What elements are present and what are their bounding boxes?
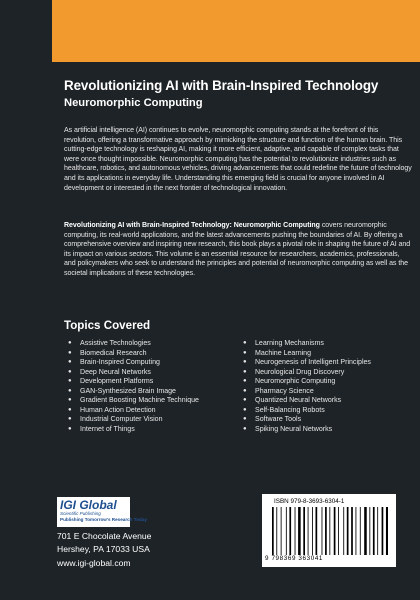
barcode-bars bbox=[270, 507, 388, 555]
bullet-icon: ● bbox=[68, 349, 72, 356]
logo-tagline-2: Publishing Tomorrow's Research Today bbox=[60, 516, 147, 522]
topic-label: Industrial Computer Vision bbox=[80, 416, 163, 424]
barcode-bar bbox=[356, 507, 357, 555]
topic-item bbox=[243, 425, 413, 435]
topic-label: Internet of Things bbox=[80, 425, 135, 433]
topic-item bbox=[68, 368, 233, 378]
bullet-icon: ● bbox=[68, 425, 72, 432]
topic-item bbox=[68, 415, 233, 425]
topic-item bbox=[243, 339, 413, 349]
topic-label: Neurogenesis of Intelligent Principles bbox=[255, 359, 371, 367]
topic-label: Human Action Detection bbox=[80, 406, 156, 414]
barcode-bar bbox=[286, 507, 287, 555]
topic-item bbox=[243, 349, 413, 359]
barcode-bar bbox=[386, 507, 388, 555]
topic-label: Deep Neural Networks bbox=[80, 368, 151, 376]
bullet-icon: ● bbox=[243, 378, 247, 385]
topic-item bbox=[68, 387, 233, 397]
barcode-bar bbox=[334, 507, 336, 555]
barcode-bar bbox=[303, 507, 305, 555]
topic-item bbox=[243, 406, 413, 416]
barcode-bar bbox=[295, 507, 296, 555]
publisher-website: www.igi-global.com bbox=[57, 558, 131, 568]
barcode-bar bbox=[338, 507, 339, 555]
bullet-icon: ● bbox=[68, 378, 72, 385]
bullet-icon: ● bbox=[68, 406, 72, 413]
bullet-icon: ● bbox=[243, 406, 247, 413]
topic-label: Quantized Neural Networks bbox=[255, 397, 342, 405]
topic-item bbox=[68, 358, 233, 368]
bullet-icon: ● bbox=[243, 340, 247, 346]
topic-item bbox=[68, 396, 233, 406]
topic-label: Brain-Inspired Computing bbox=[80, 359, 160, 367]
barcode-bar bbox=[298, 507, 301, 555]
topic-label: Self-Balancing Robots bbox=[255, 406, 325, 414]
description-title-lead: Revolutionizing AI with Brain-Inspired Technology: Neuromorphic Computing bbox=[64, 222, 320, 229]
bullet-icon: ● bbox=[68, 416, 72, 423]
topic-item bbox=[243, 368, 413, 378]
topic-item bbox=[68, 406, 233, 416]
topic-item bbox=[243, 377, 413, 387]
topic-label: Neurological Drug Discovery bbox=[255, 368, 345, 376]
bullet-icon: ● bbox=[68, 340, 72, 346]
topic-label: Biomedical Research bbox=[80, 349, 147, 357]
barcode-bar bbox=[360, 507, 361, 555]
bullet-icon: ● bbox=[243, 416, 247, 423]
topic-item bbox=[243, 387, 413, 397]
topic-label: Machine Learning bbox=[255, 349, 312, 357]
barcode-bar bbox=[316, 507, 318, 555]
bullet-icon: ● bbox=[243, 359, 247, 366]
topic-item bbox=[68, 377, 233, 387]
bullet-icon: ● bbox=[68, 368, 72, 375]
bullet-icon: ● bbox=[68, 397, 72, 404]
topic-item bbox=[243, 358, 413, 368]
bullet-icon: ● bbox=[68, 387, 72, 394]
topic-label: Pharmacy Science bbox=[255, 387, 314, 395]
barcode-bar bbox=[364, 507, 367, 555]
logo-tagline-1: Scientific Publishing bbox=[60, 511, 101, 516]
barcode-bar bbox=[281, 507, 282, 555]
bullet-icon: ● bbox=[243, 387, 247, 394]
barcode-bar bbox=[325, 507, 327, 555]
description-paragraph-1: As artificial intelligence (AI) continues to evolve, neuromorphic computing stands at the forefront of this revolution, offering a transformative approach by mimicking the structure and function of the human brain. This cutting-edge technology is reshaping AI, making it more efficient, adaptive, and capable of complex tasks that were once thought impossible. Neuromorphic computing has the potential to revolutionize industries such as healthcare, robotics, and autonomous vehicles, driving advancements that could redefine the future of technology and its applications in everyday life. Understanding this emerging field is crucial for anyone involved in AI development or interested in the next frontier of technological innovation. bbox=[64, 127, 412, 192]
bullet-icon: ● bbox=[243, 349, 247, 356]
barcode-bar bbox=[377, 507, 378, 555]
logo-name: IGI Global bbox=[60, 498, 117, 512]
book-subtitle: Neuromorphic Computing bbox=[64, 97, 203, 109]
topic-item bbox=[243, 396, 413, 406]
topic-label: GAN-Synthesized Brain Image bbox=[80, 387, 176, 395]
barcode-bar bbox=[329, 507, 330, 555]
isbn-digits: 9 798369 363041 bbox=[265, 555, 324, 562]
barcode-bar bbox=[276, 507, 277, 555]
barcode-bar bbox=[351, 507, 353, 555]
description-body: covers neuromorphic computing, its real-world applications, and the latest advancements pushing the boundaries of AI. By offering a comprehensive overview and inspiring new research, this book plays a pivotal role in shaping the future of AI and its impact on various sectors. This volume is an essential resource for researchers, academics, professionals, and policymakers who seek to understand the principles and potential of neuromorphic computing as well as the societal implications of these technologies. bbox=[64, 222, 411, 277]
bullet-icon: ● bbox=[68, 359, 72, 366]
bullet-icon: ● bbox=[243, 425, 247, 432]
barcode-bar bbox=[382, 507, 384, 555]
topic-label: Assistive Technologies bbox=[80, 340, 151, 347]
barcode-bar bbox=[369, 507, 370, 555]
topic-label: Neuromorphic Computing bbox=[255, 378, 336, 386]
publisher-street: 701 E Chocolate Avenue bbox=[57, 531, 152, 541]
topics-list-right bbox=[243, 339, 413, 434]
barcode-bar bbox=[289, 507, 291, 555]
publisher-city: Hershey, PA 17033 USA bbox=[57, 544, 150, 554]
topic-item bbox=[243, 415, 413, 425]
topic-label: Software Tools bbox=[255, 416, 302, 424]
barcode-bar bbox=[312, 507, 313, 555]
topics-list-left bbox=[68, 339, 233, 434]
barcode-bar bbox=[308, 507, 309, 555]
orange-top-band bbox=[0, 0, 420, 62]
publisher-logo bbox=[57, 497, 147, 527]
topic-label: Gradient Boosting Machine Technique bbox=[80, 397, 199, 405]
topic-label: Development Platforms bbox=[80, 378, 154, 386]
topic-label: Spiking Neural Networks bbox=[255, 425, 333, 433]
bullet-icon: ● bbox=[243, 368, 247, 375]
topics-heading: Topics Covered bbox=[64, 319, 151, 332]
book-title: Revolutionizing AI with Brain-Inspired Technology bbox=[64, 78, 379, 93]
topic-item bbox=[68, 349, 233, 359]
barcode-bar bbox=[347, 507, 349, 555]
isbn-label: ISBN 979-8-3693-6304-1 bbox=[274, 498, 345, 505]
topic-item bbox=[68, 339, 233, 349]
description-paragraph-2 bbox=[64, 221, 412, 279]
barcode-bar bbox=[322, 507, 323, 555]
bullet-icon: ● bbox=[243, 397, 247, 404]
barcode-bar bbox=[373, 507, 375, 555]
barcode-bar bbox=[343, 507, 344, 555]
isbn-barcode bbox=[262, 494, 396, 567]
topic-label: Learning Mechanisms bbox=[255, 340, 324, 347]
topic-item bbox=[68, 425, 233, 435]
barcode-bar bbox=[272, 507, 274, 555]
